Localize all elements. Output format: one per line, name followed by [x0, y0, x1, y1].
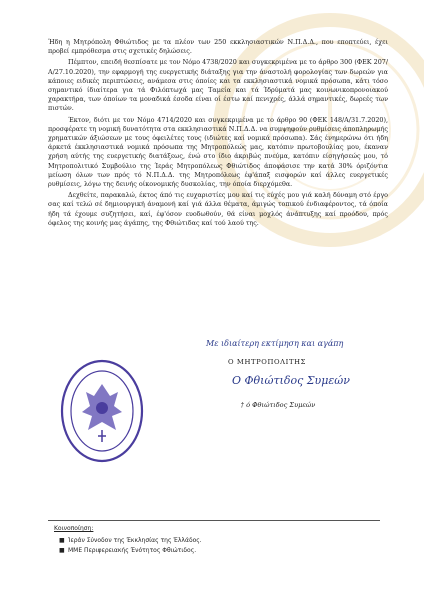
recipients-label: Κοινοποίηση:: [54, 525, 94, 532]
signatory-title: Ο ΜΗΤΡΟΠΟΛΙΤΗΣ: [227, 358, 307, 366]
paragraph-4: Δεχθείτε, παρακαλώ, έκτος άπό τις ευχαριστίες μου καί τις εύχές μου γιά καλή δύναμη στό έργο σας καί τελώ σέ δημιουργική άναμονή καί γιά άλλα θέματα, άμιγώς τοπικού ένδιαφέροντος, τά όποία ήδη τά έχουμε συζητήσει, καί, έφ'όσον ευοδωθούν, θά είναι μοχλός άνάπτυξης καί προόδου, πρός όφελος της κοινής μας άγάπης, της Φθιώτιδας καί τού λαού της.: [48, 191, 388, 227]
recipient-item: ■ ΜΜΕ Περιφερειακής Ένότητος Φθιώτιδος.: [59, 547, 197, 554]
recipients-block: [54, 524, 374, 556]
paragraph-2: Πέμπτον, επειδή θεσπίσατε με τον Νόμο 4738/2020 και συγκεκριμένα με το άρθρο 300 (ΦΕΚ 207/Α/27.10.2020), την εφαρμογή της ευεργετικής διάταξης για την άναστολή φορολογίας των δωρεών για κάποιες ειδικές περιπτώσεις, ανάμεσα στις όποίες και τα εκκλησιαστικά νομικά πρόσωπα, κάτι τόσο σημαντικό ίδιαίτερα για τά Φιλόπτωχά μας Ταμεία και τά Ίδρύματά μας κοινωνικοπρονοιακού χαρακτήρα, των όποίων τα μοναδικά έσοδα είναι οί έστω καί πενιχρές, άλλά σημαντικές, δωρεές των πιστών.: [48, 58, 388, 113]
recipients-list: [54, 536, 374, 556]
signature: Ο Φθιώτιδος Συμεών: [232, 374, 350, 387]
recipient-item: ■ Ίεράν Σύνοδον της Έκκλησίας της Έλλάδος.: [59, 537, 202, 544]
metropolis-seal: [58, 356, 146, 466]
bullet-icon: ■: [59, 537, 65, 544]
letter-body: [48, 38, 388, 230]
paragraph-1: Ήδη η Μητρόπολη Φθιώτιδος με τα πλέον των 250 εκκλησιαστικών Ν.Π.Δ.Δ., που εποπτεύει, έχει προβεί εμπρόθεσμα στις σχετικές δηλώσεις.: [48, 38, 388, 56]
footer-divider: [48, 520, 380, 521]
handwritten-greeting: Με ιδιαίτερη εκτίμηση και αγάπη: [206, 339, 344, 348]
paragraph-3: Έκτον, διότι με τον Νόμο 4714/2020 και συγκεκριμένα με το άρθρο 90 (ΦΕΚ 148/Α/31.7.2020), προσφέρατε τη νομική δυνατότητα στα εκκλησιαστικά Ν.Π.Δ.Δ. να συμψηφούν ρυθμίσεις άποπληρωμής χρηματικών άξιώσεων με τους όφειλέτες τους (ιδιώτες καί νομικά πρόσωπα). Σάς ένημερώνω ότι ήδη άρκετά έκκλησιαστικά νομικά πρόσωπα της Μητροπόλεώς μας, κατόπιν πρωτοβουλίας μου, έκαναν χρήση αύτής της ευεργετικής διατάξεως, ένώ στο ίδιο άκριβώς πνεύμα, κατόπιν είσηγήσεώς μου, τό Μητροπολιτικό Συμβούλιο της Ίεράς Μητροπόλεως Φθιώτιδος άποφάσισε την κατά 30% όριζόντια μείωση όλων των πρός τό Ν.Π.Δ.Δ. της Μητροπόλεως έφ'άπαξ εισφορών καί άλλες ευεργετικές ρυθμίσεις, λόγω της δεινής οίκονομικής δυσκολίας, την όποία διερχόμεθα.: [48, 115, 388, 189]
signatory-name: † ό Φθιώτιδος Συμεών: [240, 401, 316, 409]
bullet-icon: ■: [59, 547, 65, 554]
